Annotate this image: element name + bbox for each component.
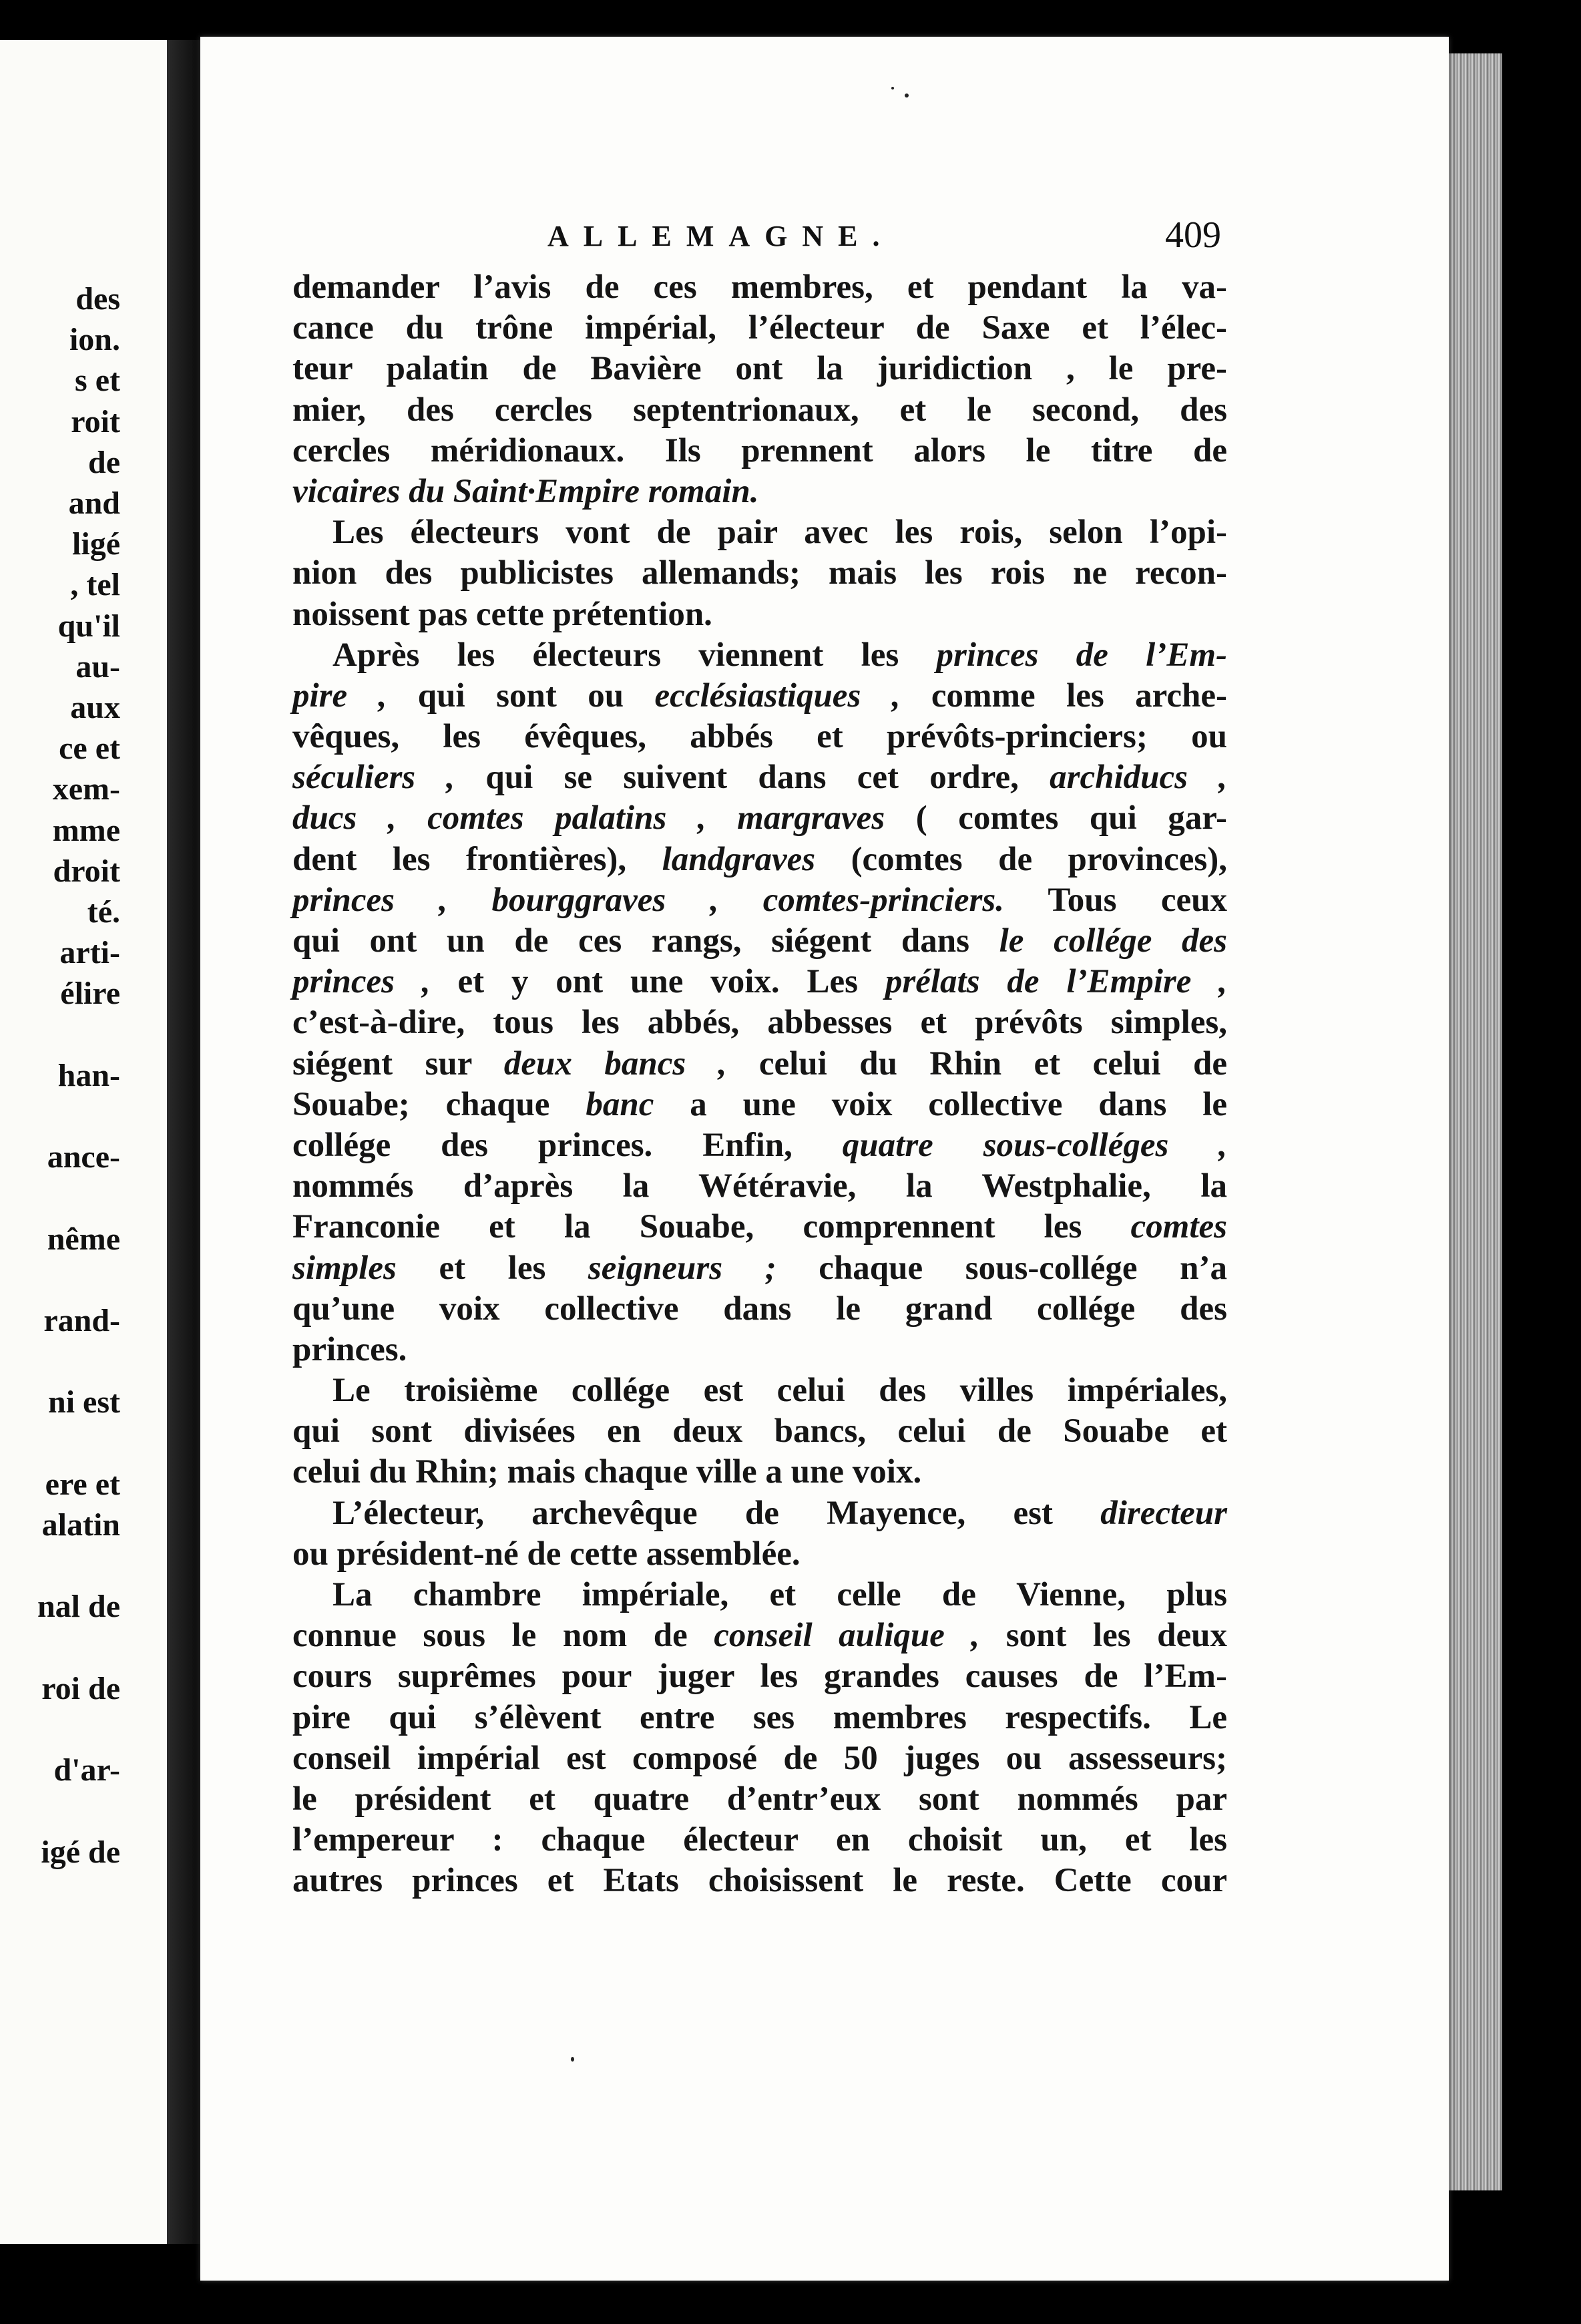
text-line bbox=[292, 839, 1227, 880]
text-line bbox=[292, 471, 1227, 512]
left-page-line: , tel bbox=[70, 567, 120, 603]
left-page-line: arti- bbox=[59, 935, 120, 971]
italic-term: prélats de l’Empire , bbox=[885, 963, 1227, 1001]
italic-term: ducs , comtes palatins , margraves bbox=[292, 799, 885, 837]
text-line bbox=[292, 1330, 1227, 1370]
text-run: autres princes et Etats choisissent le reste. Cette cour bbox=[292, 1862, 1227, 1900]
text-line bbox=[292, 349, 1227, 389]
text-run: Souabe; chaque bbox=[292, 1085, 586, 1123]
text-line bbox=[292, 757, 1227, 798]
left-page-line: ance- bbox=[47, 1139, 120, 1175]
body-text bbox=[292, 267, 1227, 1902]
italic-term: princes , bourggraves , comtes-princiers. bbox=[292, 881, 1004, 919]
text-run: nion des publicistes allemands; mais les rois ne recon- bbox=[292, 554, 1227, 592]
italic-term: simples bbox=[292, 1249, 397, 1287]
text-run: et y ont une voix. Les bbox=[430, 963, 885, 1001]
left-page-line: alatin bbox=[41, 1507, 120, 1543]
left-page-line: roi de bbox=[41, 1670, 120, 1706]
left-page-line: ni est bbox=[48, 1384, 120, 1420]
text-run: ou président-né de cette assemblée. bbox=[292, 1535, 801, 1573]
italic-term: seigneurs ; bbox=[588, 1249, 776, 1287]
italic-term: séculiers , bbox=[292, 759, 455, 797]
left-page-line: d'ar- bbox=[53, 1752, 120, 1788]
italic-term: comtes bbox=[1130, 1208, 1227, 1246]
text-run: celui du Rhin; mais chaque ville a une voix. bbox=[292, 1453, 922, 1491]
text-run: cance du trône impérial, l’électeur de Saxe et l’élec- bbox=[292, 309, 1227, 347]
text-run: cercles méridionaux. Ils prennent alors le titre de bbox=[292, 431, 1227, 469]
text-line bbox=[292, 880, 1227, 921]
text-run: connue sous le nom de bbox=[292, 1617, 714, 1655]
text-run: La chambre impériale, et celle de Vienne, plus bbox=[332, 1576, 1227, 1613]
left-page-line: ce et bbox=[59, 731, 120, 767]
left-page-line: roit bbox=[71, 403, 120, 439]
left-page-line: qu'il bbox=[57, 608, 120, 644]
text-run: princes. bbox=[292, 1330, 407, 1368]
text-run: celui du Rhin et celui de bbox=[726, 1044, 1227, 1083]
text-run: vêques, les évêques, abbés et prévôts-princiers; ou bbox=[292, 718, 1227, 756]
text-line bbox=[292, 921, 1227, 962]
italic-term: ecclésiastiques , bbox=[654, 676, 901, 715]
text-line bbox=[292, 1698, 1227, 1738]
italic-term: directeur bbox=[1100, 1494, 1227, 1532]
italic-term: princes , bbox=[292, 963, 431, 1001]
text-line bbox=[292, 1534, 1227, 1575]
text-line bbox=[292, 308, 1227, 349]
text-line bbox=[292, 267, 1227, 308]
text-line bbox=[292, 1493, 1227, 1534]
left-page-line: des bbox=[75, 281, 120, 317]
text-line bbox=[292, 553, 1227, 594]
text-line bbox=[292, 1248, 1227, 1289]
text-run: Franconie et la Souabe, comprennent les bbox=[292, 1208, 1131, 1246]
left-page-line: de bbox=[88, 444, 120, 480]
text-run: pire qui s’élèvent entre ses membres respectifs. Le bbox=[292, 1698, 1227, 1736]
text-run: ( comtes qui gar- bbox=[885, 799, 1227, 837]
text-run: conseil impérial est composé de 50 juges ou assesseurs; bbox=[292, 1739, 1227, 1777]
italic-term: pire , bbox=[292, 676, 387, 715]
page-number: 409 bbox=[1165, 214, 1221, 256]
left-page-line: ligé bbox=[72, 526, 120, 562]
text-line bbox=[292, 1085, 1227, 1125]
text-run: collége des princes. Enfin, bbox=[292, 1126, 843, 1164]
text-line bbox=[292, 1656, 1227, 1697]
text-run: qui sont ou bbox=[387, 676, 655, 715]
text-line bbox=[292, 594, 1227, 635]
text-line bbox=[292, 676, 1227, 717]
left-page-line: igé de bbox=[41, 1834, 120, 1870]
text-line bbox=[292, 798, 1227, 839]
text-line bbox=[292, 1861, 1227, 1901]
text-run: comme les arche- bbox=[900, 676, 1228, 715]
italic-term: deux bancs , bbox=[503, 1044, 727, 1083]
italic-term: banc bbox=[586, 1085, 654, 1123]
text-line bbox=[292, 1289, 1227, 1330]
left-page-line: ere et bbox=[45, 1466, 120, 1502]
text-run: qui ont un de ces rangs, siégent dans bbox=[292, 922, 999, 960]
text-line bbox=[292, 1044, 1227, 1085]
text-run: demander l’avis de ces membres, et pendant la va- bbox=[292, 268, 1227, 306]
text-run: Les électeurs vont de pair avec les rois, selon l’opi- bbox=[332, 514, 1227, 552]
text-run: (comtes de provinces), bbox=[815, 840, 1227, 878]
text-line bbox=[292, 1575, 1227, 1615]
left-page-line: xem- bbox=[52, 771, 120, 807]
text-line bbox=[292, 1452, 1227, 1493]
left-page-line: s et bbox=[75, 363, 120, 399]
book-page bbox=[200, 37, 1449, 2281]
text-run: sont les deux bbox=[979, 1617, 1227, 1655]
italic-term: princes de l’Em- bbox=[936, 636, 1227, 674]
text-line bbox=[292, 1125, 1227, 1166]
left-page-fragment bbox=[0, 40, 171, 2244]
italic-term: vicaires du Saint·Empire romain. bbox=[292, 472, 759, 510]
running-head bbox=[200, 214, 1449, 260]
text-run: c’est-à-dire, tous les abbés, abbesses et prévôts simples, bbox=[292, 1004, 1227, 1042]
text-line bbox=[292, 431, 1227, 471]
text-line bbox=[292, 1779, 1227, 1820]
text-line bbox=[292, 1820, 1227, 1861]
text-run: Le troisième collége est celui des villes impériales, bbox=[332, 1372, 1227, 1410]
text-line bbox=[292, 1370, 1227, 1411]
text-run: noissent pas cette prétention. bbox=[292, 595, 712, 633]
text-run: a une voix collective dans le bbox=[654, 1085, 1228, 1123]
text-line bbox=[292, 962, 1227, 1002]
running-title: ALLEMAGNE. bbox=[547, 220, 895, 252]
left-page-line: droit bbox=[53, 853, 120, 889]
italic-term: conseil aulique , bbox=[714, 1617, 980, 1655]
text-run: Après les électeurs viennent les bbox=[332, 636, 937, 674]
left-page-line: ion. bbox=[69, 322, 120, 358]
text-run: qui sont divisées en deux bancs, celui de Souabe et bbox=[292, 1412, 1227, 1450]
left-page-line: nême bbox=[47, 1221, 120, 1257]
text-line bbox=[292, 1738, 1227, 1779]
text-run: cours suprêmes pour juger les grandes causes de l’Em- bbox=[292, 1658, 1227, 1696]
text-run: et les bbox=[396, 1249, 588, 1287]
italic-term: archiducs , bbox=[1050, 759, 1227, 797]
left-page-line: han- bbox=[57, 1057, 120, 1093]
text-run: le président et quatre d’entr’eux sont nommés par bbox=[292, 1780, 1227, 1818]
italic-term: le collége des bbox=[999, 922, 1227, 960]
left-page-line: and bbox=[68, 486, 120, 521]
text-run: nommés d’après la Wétéravie, la Westphalie, la bbox=[292, 1167, 1227, 1205]
left-page-line: té. bbox=[87, 894, 120, 930]
text-run: chaque sous-collége n’a bbox=[776, 1249, 1227, 1287]
text-run: mier, des cercles septentrionaux, et le second, des bbox=[292, 391, 1227, 429]
left-page-line: au- bbox=[75, 648, 120, 685]
text-line bbox=[292, 390, 1227, 431]
text-run: L’électeur, archevêque de Mayence, est bbox=[332, 1494, 1101, 1532]
left-page-line: élire bbox=[60, 976, 120, 1012]
text-run: l’empereur : chaque électeur en choisit un, et les bbox=[292, 1821, 1227, 1859]
text-line bbox=[292, 512, 1227, 553]
text-run: qu’une voix collective dans le grand collége des bbox=[292, 1290, 1227, 1328]
left-page-line: mme bbox=[52, 812, 120, 848]
text-run: Tous ceux bbox=[1003, 881, 1227, 919]
text-run: dent les frontières), bbox=[292, 840, 662, 878]
text-line bbox=[292, 1002, 1227, 1043]
text-line bbox=[292, 717, 1227, 757]
text-line bbox=[292, 1411, 1227, 1452]
text-run: qui se suivent dans cet ordre, bbox=[455, 759, 1050, 797]
italic-term: landgraves bbox=[662, 840, 816, 878]
text-run: teur palatin de Bavière ont la juridiction , le pre- bbox=[292, 350, 1227, 388]
italic-term: quatre sous-colléges , bbox=[842, 1126, 1227, 1164]
left-page-line: nal de bbox=[37, 1589, 120, 1625]
text-line bbox=[292, 635, 1227, 676]
left-page-line: rand- bbox=[43, 1303, 120, 1338]
text-line bbox=[292, 1207, 1227, 1247]
text-line bbox=[292, 1166, 1227, 1207]
text-line bbox=[292, 1615, 1227, 1656]
left-page-line: aux bbox=[70, 690, 120, 725]
text-run: siégent sur bbox=[292, 1044, 504, 1083]
